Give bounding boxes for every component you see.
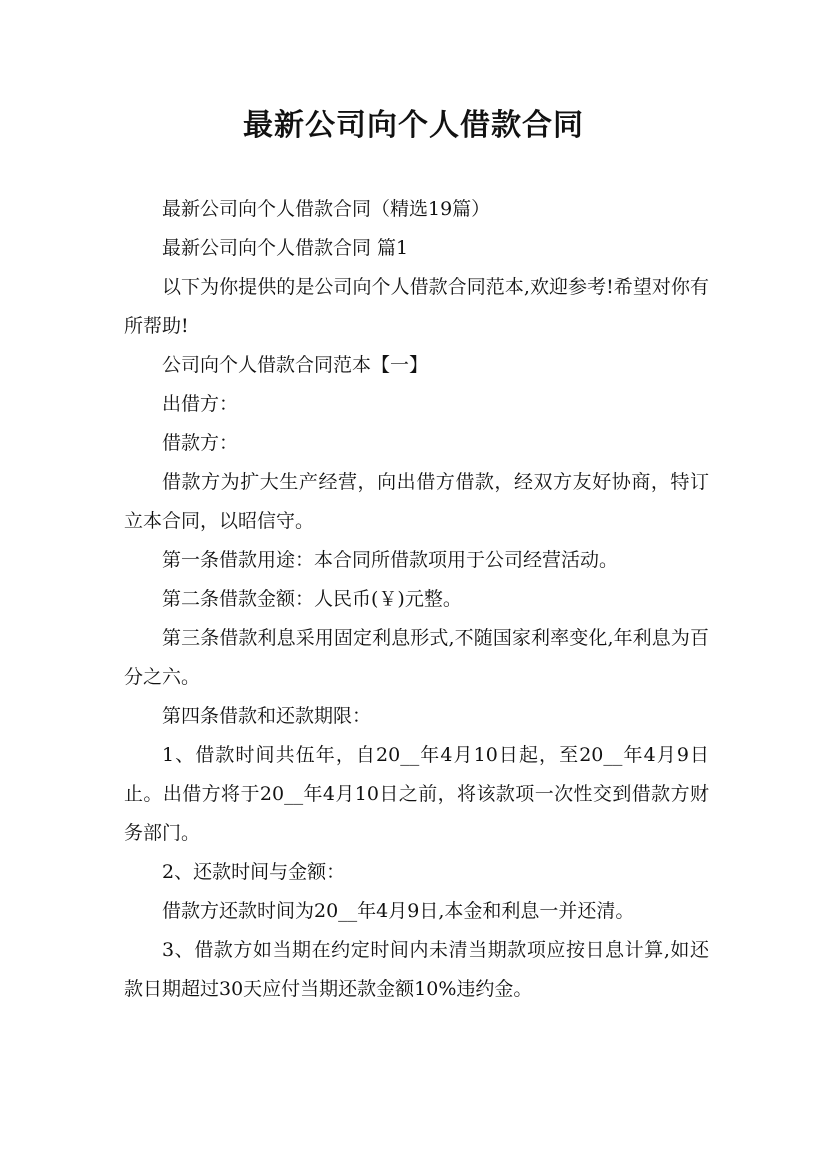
paragraph-preamble: 借款方为扩大生产经营，向出借方借款，经双方友好协商，特订立本合同，以昭信守。 [124,471,709,532]
paragraph-term-2: 2、还款时间与金额： [162,861,346,883]
paragraph-clause-1: 第一条借款用途：本合同所借款项用于公司经营活动。 [162,549,619,571]
paragraph-repayment: 借款方还款时间为20__年4月9日,本金和利息一并还清。 [162,900,635,922]
paragraph-borrower: 借款方： [162,432,239,454]
paragraph-intro: 以下为你提供的是公司向个人借款合同范本,欢迎参考!希望对你有所帮助! [124,276,709,337]
paragraph-term-1: 1、借款时间共伍年，自20__年4月10日起，至20__年4月9日止。出借方将于20__年4月10日之前，将该款项一次性交到借款方财务部门。 [124,744,709,844]
paragraph-term-3: 3、借款方如当期在约定时间内未清当期款项应按日息计算,如还款日期超过30天应付当期还款金额10%违约金。 [124,939,709,1000]
paragraph-subtitle: 最新公司向个人借款合同（精选19篇） [162,198,491,220]
paragraph-template-heading: 公司向个人借款合同范本【一】 [162,354,429,376]
paragraph-clause-4: 第四条借款和还款期限： [162,705,372,727]
document-body [124,190,709,1009]
paragraph-article-heading: 最新公司向个人借款合同 篇1 [162,237,409,259]
paragraph-clause-2: 第二条借款金额：人民币(￥)元整。 [162,588,462,610]
paragraph-lender: 出借方： [162,393,239,415]
paragraph-clause-3: 第三条借款利息采用固定利息形式,不随国家利率变化,年利息为百分之六。 [124,627,709,688]
document-title: 最新公司向个人借款合同 [243,108,584,143]
